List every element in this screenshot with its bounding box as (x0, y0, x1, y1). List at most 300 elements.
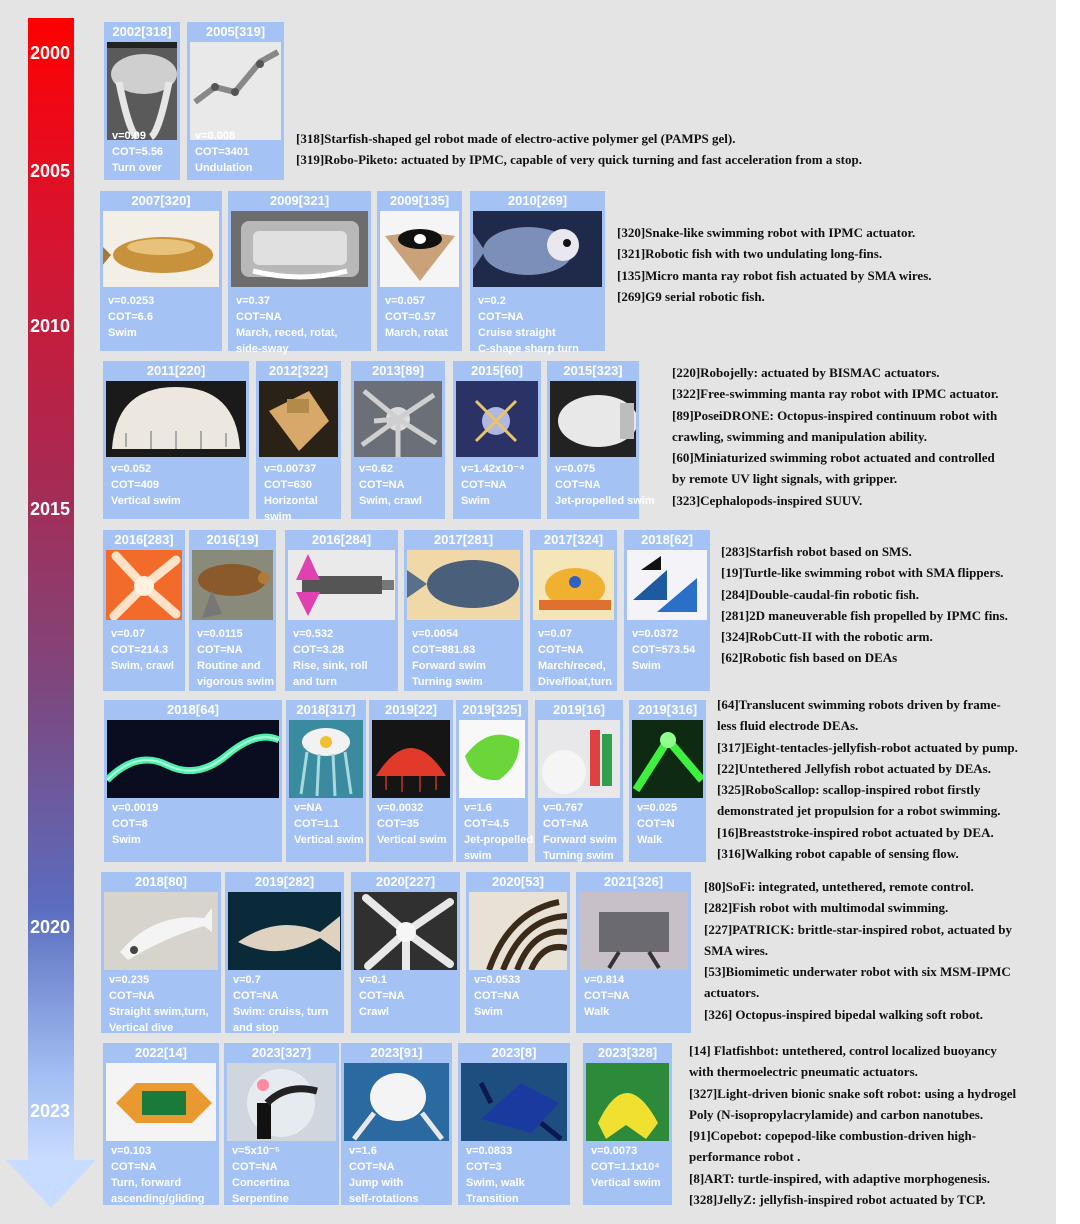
robot-photo-art (192, 550, 273, 620)
card-metrics (584, 972, 689, 1020)
year-label: 2015 (30, 499, 71, 519)
card-metrics (632, 626, 708, 674)
motion-mode: Dive/float,turn (538, 676, 612, 688)
cot-value: COT=1.1x10⁴ (591, 1161, 660, 1173)
robot-card (458, 1043, 570, 1205)
description-line: by remote UV light signals, with gripper. (672, 471, 898, 487)
cot-value: COT=630 (264, 479, 312, 491)
description-line: [326] Octopus-inspired bipedal walking soft robot. (704, 1006, 984, 1022)
robot-card (228, 191, 371, 355)
motion-mode: side-sway (236, 343, 289, 355)
robot-card (103, 361, 249, 519)
card-title: 2020[53] (491, 874, 545, 889)
cot-value: COT=NA (349, 1161, 395, 1173)
cot-value: COT=3401 (195, 146, 250, 158)
robot-photo (190, 42, 281, 140)
card-metrics (264, 461, 339, 525)
robot-photo-art (227, 1063, 336, 1141)
card-metrics (111, 626, 183, 674)
year-label: 2005 (30, 161, 71, 181)
card-title: 2017[324] (543, 532, 604, 547)
card-title: 2009[135] (389, 193, 450, 208)
year-label: 2000 (30, 43, 71, 63)
robot-photo-art (106, 381, 246, 457)
motion-mode: Swim (632, 660, 661, 672)
cot-value: COT=NA (109, 990, 155, 1002)
description-line: [16]Breaststroke-inspired robot actuated by DEA. (717, 824, 994, 840)
description-line: [220]Robojelly: actuated by BISMAC actuators. (672, 365, 940, 380)
velocity-value: v=0.0253 (108, 295, 155, 307)
robot-photo-art (104, 892, 218, 970)
robot-card (101, 872, 221, 1033)
robot-photo (627, 550, 707, 620)
motion-mode: Swim (474, 1006, 503, 1018)
motion-mode: Jump with (349, 1177, 404, 1189)
velocity-value: v=1.42x10⁻⁴ (461, 463, 525, 475)
velocity-value: v=0.37 (236, 295, 270, 307)
card-title: 2019[282] (254, 874, 315, 889)
description-line: actuators. (704, 985, 760, 1001)
robot-card (583, 1043, 672, 1205)
robot-photo-art (190, 42, 281, 140)
velocity-value: v=0.235 (109, 974, 150, 986)
robot-descriptions (689, 1040, 1016, 1210)
robot-descriptions (704, 876, 1012, 1025)
card-title: 2023[328] (597, 1045, 658, 1060)
year-label: 2023 (30, 1101, 71, 1121)
motion-mode: Swim: cruiss, turn (233, 1006, 329, 1018)
cot-value: COT=NA (232, 1161, 278, 1173)
robot-photo (372, 720, 450, 798)
motion-mode: swim (464, 850, 492, 862)
robot-photo (469, 892, 567, 970)
card-title: 2011[220] (146, 363, 206, 378)
robot-photo-art (459, 720, 525, 798)
card-title: 2023[327] (251, 1045, 312, 1060)
description-line: [19]Turtle-like swimming robot with SMA flippers. (721, 565, 1004, 581)
robot-card (535, 700, 623, 862)
robot-photo-art (456, 381, 538, 457)
robot-photo-art (579, 892, 688, 970)
motion-mode: Swim, crawl (359, 495, 422, 507)
card-metrics (591, 1143, 670, 1191)
robot-card (351, 361, 445, 519)
robot-photo (259, 381, 338, 457)
robot-card (456, 700, 534, 862)
card-metrics (236, 293, 369, 357)
motion-mode: Vertical dive (109, 1022, 174, 1034)
robot-photo-art (106, 1063, 216, 1141)
velocity-value: v=0.0115 (197, 628, 243, 640)
description-line: [327]Light-driven bionic snake soft robot: using a hydrogel (689, 1085, 1017, 1101)
description-line: [317]Eight-tentacles-jellyfish-robot actuated by pump. (717, 739, 1018, 755)
robot-photo (459, 720, 525, 798)
card-metrics (478, 293, 603, 357)
card-metrics (233, 972, 342, 1036)
card-metrics (412, 626, 521, 690)
velocity-value: v=0.2 (478, 295, 506, 307)
card-title: 2018[317] (296, 702, 356, 717)
robot-descriptions (717, 694, 1018, 864)
description-line: [320]Snake-like swimming robot with IPMC actuator. (617, 225, 916, 240)
robot-descriptions (617, 222, 932, 307)
motion-mode: Vertical swim (294, 834, 364, 846)
card-title: 2015[323] (563, 363, 623, 378)
card-title: 2012[322] (268, 363, 329, 378)
card-metrics (111, 461, 247, 509)
robot-photo (107, 720, 279, 798)
card-title: 2019[316] (637, 702, 698, 717)
velocity-value: v=0.09 (112, 130, 146, 142)
robot-photo-art (407, 550, 520, 620)
robot-photo (106, 381, 246, 457)
timeline-bar (28, 18, 74, 1160)
motion-mode: Turn, forward (111, 1177, 182, 1189)
description-line: [283]Starfish robot based on SMS. (721, 544, 912, 559)
motion-mode: C-shape sharp turn (478, 343, 579, 355)
description-line: [227]PATRICK: brittle-star-inspired robot, actuated by (704, 921, 1013, 937)
robot-photo (579, 892, 688, 970)
card-metrics (543, 800, 621, 864)
card-title: 2007[320] (131, 193, 191, 208)
description-line: [325]RoboScallop: scallop-inspired robot firstly (717, 782, 981, 798)
robot-photo (550, 381, 636, 457)
card-metrics (637, 800, 704, 848)
card-title: 2015[60] (470, 363, 524, 378)
motion-mode: Serpentine (232, 1193, 289, 1205)
robot-descriptions (672, 362, 999, 511)
robot-photo-art (106, 550, 182, 620)
timeline-arrowhead (6, 1160, 96, 1208)
robot-photo-art (289, 720, 363, 798)
velocity-value: v=0.532 (293, 628, 334, 640)
card-metrics (359, 461, 443, 509)
card-title: 2022[14] (134, 1045, 188, 1060)
card-metrics (112, 800, 280, 848)
cot-value: COT=3.28 (293, 644, 345, 656)
velocity-value: v=0.0372 (632, 628, 679, 640)
velocity-value: v=0.0833 (466, 1145, 513, 1157)
robot-photo (344, 1063, 449, 1141)
velocity-value: v=NA (294, 802, 323, 814)
card-metrics (538, 626, 615, 690)
card-title: 2019[325] (462, 702, 522, 717)
cot-value: COT=N (637, 818, 675, 830)
motion-mode: vigorous swim (197, 676, 275, 688)
robot-card (224, 1043, 339, 1205)
cot-value: COT=NA (538, 644, 584, 656)
description-line: [321]Robotic fish with two undulating long-fins. (617, 246, 883, 262)
card-title: 2020[227] (375, 874, 436, 889)
description-line: [328]JellyZ: jellyfish-inspired robot actuated by TCP. (689, 1192, 986, 1208)
description-line: [22]Untethered Jellyfish robot actuated by DEAs. (717, 760, 991, 776)
robot-card (629, 700, 706, 862)
robot-card (225, 872, 344, 1033)
robot-card (103, 530, 185, 691)
card-metrics (293, 626, 396, 690)
card-title: 2021[326] (603, 874, 664, 889)
robot-photo-art (627, 550, 707, 620)
robot-photo (456, 381, 538, 457)
velocity-value: v=0.008 (195, 130, 236, 142)
robot-photo-art (344, 1063, 449, 1141)
robot-photo-art (586, 1063, 669, 1141)
motion-mode: Horizontal (264, 495, 318, 507)
velocity-value: v=0.025 (637, 802, 678, 814)
card-metrics (555, 461, 655, 509)
description-line: [89]PoseiDRONE: Octopus-inspired continuum robot with (672, 407, 998, 423)
card-metrics (197, 626, 274, 690)
robot-photo-art (461, 1063, 567, 1141)
motion-mode: Walk (584, 1006, 610, 1018)
robot-photo-art (473, 211, 602, 287)
year-label: 2020 (30, 917, 71, 937)
card-metrics (464, 800, 534, 864)
motion-mode: March, reced, rotat, (236, 327, 338, 339)
description-line: [8]ART: turtle-inspired, with adaptive morphogenesis. (689, 1170, 990, 1186)
velocity-value: v=0.052 (111, 463, 152, 475)
robot-photo-art (550, 381, 636, 457)
motion-mode: swim (264, 511, 292, 523)
robot-photo (380, 211, 459, 287)
description-line: [323]Cephalopods-inspired SUUV. (672, 492, 863, 508)
cot-value: COT=35 (377, 818, 419, 830)
cot-value: COT=214.3 (111, 644, 169, 656)
velocity-value: v=0.00737 (264, 463, 317, 475)
card-metrics (377, 800, 451, 848)
motion-mode: and stop (233, 1022, 279, 1034)
card-metrics (111, 1143, 217, 1207)
description-line: [269]G9 serial robotic fish. (617, 288, 765, 304)
robot-photo (107, 42, 177, 140)
cot-value: COT=5.56 (112, 146, 164, 158)
robot-card (104, 22, 180, 180)
card-metrics (232, 1143, 337, 1207)
description-line: [324]RobCutt-II with the robotic arm. (721, 629, 933, 645)
robot-photo (227, 1063, 336, 1141)
card-title: 2019[16] (552, 702, 606, 717)
motion-mode: Rise, sink, roll (293, 660, 368, 672)
description-line: [319]Robo-Piketo: actuated by IPMC, capable of very quick turning and fast acceleration from a stop. (296, 152, 862, 168)
robot-descriptions (721, 541, 1008, 669)
cot-value: COT=3 (466, 1161, 502, 1173)
motion-mode: Swim (461, 495, 490, 507)
cot-value: COT=4.5 (464, 818, 509, 830)
robot-photo-art (228, 892, 341, 970)
robot-card (351, 872, 460, 1033)
robot-photo (106, 550, 182, 620)
robot-card (453, 361, 541, 519)
velocity-value: v=0.103 (111, 1145, 152, 1157)
description-line: [282]Fish robot with multimodal swimming. (704, 900, 949, 916)
cot-value: COT=573.54 (632, 644, 696, 656)
robot-photo-art (372, 720, 450, 798)
robot-photo (473, 211, 602, 287)
motion-mode: ascending/gliding (111, 1193, 205, 1205)
description-line: [281]2D maneuverable fish propelled by IPMC fins. (721, 607, 1008, 623)
motion-mode: Swim (108, 327, 137, 339)
robot-card (377, 191, 462, 351)
velocity-value: v=1.6 (464, 802, 492, 814)
motion-mode: Concertina (232, 1177, 290, 1189)
velocity-value: v=0.7 (233, 974, 261, 986)
card-title: 2023[8] (491, 1045, 537, 1060)
cot-value: COT=NA (543, 818, 589, 830)
motion-mode: Turning swim (412, 676, 483, 688)
card-title: 2016[284] (311, 532, 372, 547)
cot-value: COT=1.1 (294, 818, 339, 830)
robot-photo-art (632, 720, 703, 798)
robot-photo (461, 1063, 567, 1141)
robot-photo-art (469, 892, 567, 970)
velocity-value: v=0.767 (543, 802, 584, 814)
cot-value: COT=NA (359, 479, 405, 491)
motion-mode: Jet-propelled swim (555, 495, 655, 507)
robot-card (404, 530, 523, 691)
description-line: performance robot . (689, 1149, 801, 1165)
robot-descriptions (296, 128, 862, 171)
motion-mode: Forward swim (543, 834, 617, 846)
card-title: 2018[64] (166, 702, 220, 717)
card-metrics (461, 461, 539, 509)
card-title: 2017[281] (433, 532, 494, 547)
card-title: 2009[321] (269, 193, 330, 208)
velocity-value: v=0.057 (385, 295, 426, 307)
description-line: SMA wires. (704, 942, 769, 958)
cot-value: COT=409 (111, 479, 159, 491)
robot-card (369, 700, 453, 862)
motion-mode: Undulation (195, 162, 253, 174)
cot-value: COT=0.57 (385, 311, 437, 323)
cot-value: COT=NA (359, 990, 405, 1002)
velocity-value: v=0.0073 (591, 1145, 638, 1157)
robot-photo (228, 892, 341, 970)
robot-card (189, 530, 276, 691)
robot-photo (407, 550, 520, 620)
cot-value: COT=8 (112, 818, 148, 830)
velocity-value: v=1.6 (349, 1145, 377, 1157)
robot-card (256, 361, 341, 523)
robot-card (100, 191, 222, 351)
robot-photo-art (538, 720, 620, 798)
robot-card (187, 22, 284, 180)
description-line: [80]SoFi: integrated, untethered, remote control. (704, 879, 974, 894)
motion-mode: Routine and (197, 660, 261, 672)
description-line: demonstrated jet propulsion for a robot swimming. (717, 803, 1001, 819)
description-line: [135]Micro manta ray robot fish actuated by SMA wires. (617, 267, 932, 283)
robot-photo (538, 720, 620, 798)
description-line: less fluid electrode DEAs. (717, 718, 859, 734)
motion-mode: Vertical swim (377, 834, 447, 846)
robot-photo (231, 211, 368, 287)
robot-card (103, 1043, 219, 1205)
velocity-value: v=0.075 (555, 463, 596, 475)
motion-mode: Jet-propelled (464, 834, 534, 846)
description-line: crawling, swimming and manipulation ability. (672, 428, 927, 444)
robot-photo-art (107, 42, 177, 140)
velocity-value: v=0.0019 (112, 802, 159, 814)
card-title: 2002[318] (112, 24, 172, 39)
card-metrics (474, 972, 568, 1020)
robot-photo-art (107, 720, 279, 798)
cot-value: COT=NA (197, 644, 243, 656)
robot-photo-art (354, 381, 442, 457)
robot-photo-art (288, 550, 395, 620)
motion-mode: Transition (466, 1193, 519, 1205)
motion-mode: self-rotations (349, 1193, 419, 1205)
card-title: 2019[22] (384, 702, 438, 717)
robot-photo (288, 550, 395, 620)
motion-mode: Walk (637, 834, 663, 846)
robot-photo (586, 1063, 669, 1141)
description-line: [60]Miniaturized swimming robot actuated and controlled (672, 450, 995, 466)
description-line: Poly (N-isopropylacrylamide) and carbon nanotubes. (689, 1106, 984, 1122)
cot-value: COT=NA (236, 311, 282, 323)
cot-value: COT=NA (233, 990, 279, 1002)
description-line: [284]Double-caudal-fin robotic fish. (721, 586, 920, 602)
card-title: 2010[269] (507, 193, 568, 208)
velocity-value: v=0.0533 (474, 974, 521, 986)
description-line: [322]Free-swimming manta ray robot with IPMC actuator. (672, 386, 999, 402)
robot-photo-art (354, 892, 457, 970)
robot-photo (103, 211, 219, 287)
card-title: 2005[319] (205, 24, 266, 39)
card-title: 2016[19] (206, 532, 259, 547)
robot-photo (354, 381, 442, 457)
cot-value: COT=NA (111, 1161, 157, 1173)
motion-mode: Crawl (359, 1006, 389, 1018)
card-metrics (195, 128, 282, 176)
description-line: with thermoelectric pneumatic actuators. (689, 1064, 918, 1080)
robot-photo-art (259, 381, 338, 457)
motion-mode: Vertical swim (111, 495, 181, 507)
robot-card (104, 700, 282, 862)
robot-photo (632, 720, 703, 798)
robot-photo-art (380, 211, 459, 287)
motion-mode: Straight swim,turn, (109, 1006, 209, 1018)
robot-card (530, 530, 617, 691)
cot-value: COT=NA (478, 311, 524, 323)
card-metrics (112, 128, 178, 176)
motion-mode: Swim, crawl (111, 660, 174, 672)
velocity-value: v=0.07 (111, 628, 145, 640)
robot-photo (104, 892, 218, 970)
card-title: 2018[62] (640, 532, 694, 547)
description-line: [318]Starfish-shaped gel robot made of electro-active polymer gel (PAMPS gel). (296, 131, 736, 146)
card-title: 2018[80] (134, 874, 188, 889)
cot-value: COT=NA (555, 479, 601, 491)
robot-card (470, 191, 605, 355)
card-metrics (109, 972, 219, 1036)
robot-photo (354, 892, 457, 970)
card-metrics (294, 800, 364, 848)
robot-card (466, 872, 570, 1033)
robot-photo (106, 1063, 216, 1141)
card-metrics (385, 293, 460, 341)
description-line: [62]Robotic fish based on DEAs (721, 650, 898, 666)
card-metrics (359, 972, 458, 1020)
robot-photo-art (103, 211, 219, 287)
velocity-value: v=0.62 (359, 463, 393, 475)
motion-mode: Swim (112, 834, 141, 846)
card-title: 2016[283] (114, 532, 174, 547)
motion-mode: Turning swim (543, 850, 614, 862)
year-label: 2010 (30, 316, 71, 336)
description-line: [91]Copebot: copepod-like combustion-driven high- (689, 1128, 977, 1144)
card-metrics (349, 1143, 450, 1207)
robot-card (285, 530, 398, 691)
robot-card (341, 1043, 452, 1205)
